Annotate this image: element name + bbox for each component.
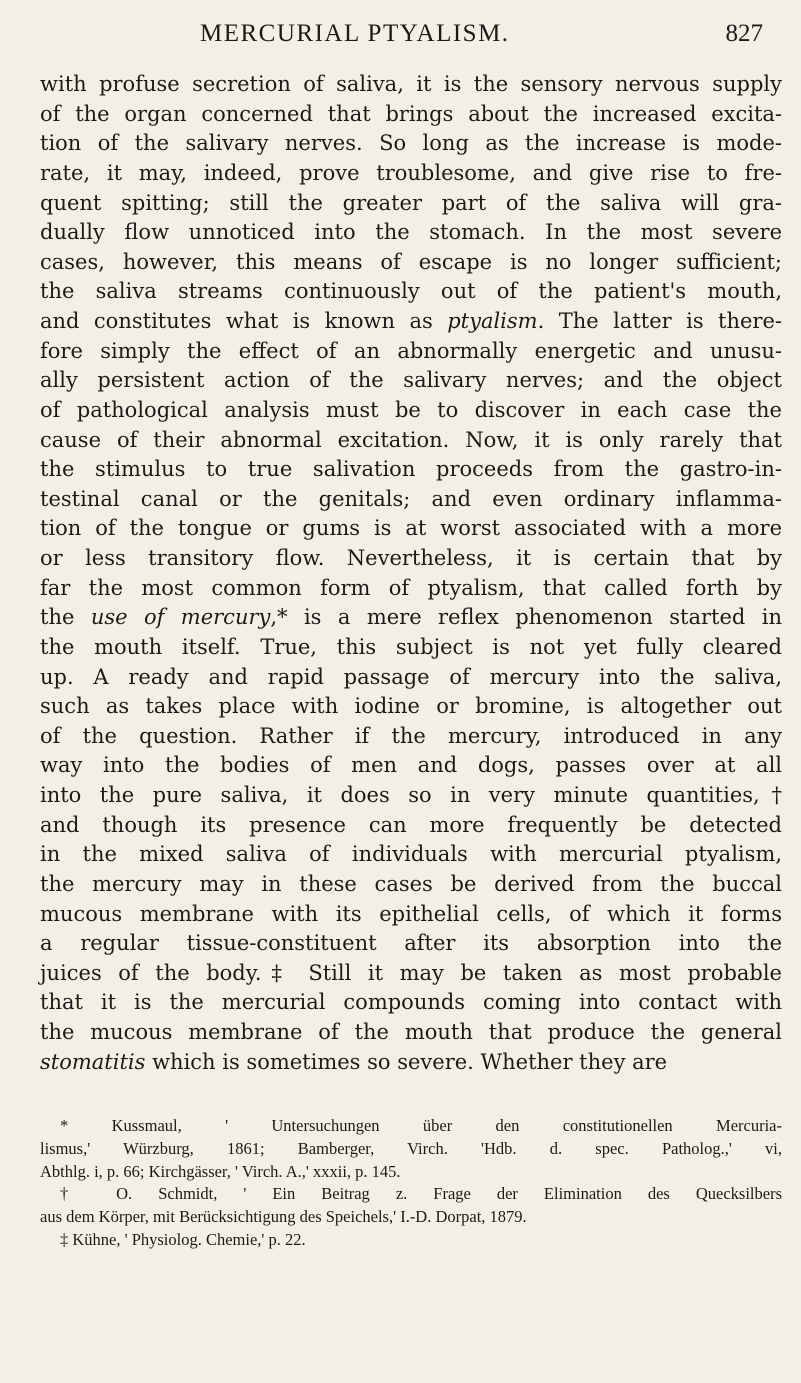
text-line: far the most common form of ptyalism, that called forth by <box>40 575 782 600</box>
text-line: cases, however, this means of escape is no longer sufficient; <box>40 249 782 274</box>
text-line: mucous membrane with its epithelial cells, of which it forms <box>40 901 782 926</box>
text-line: a regular tissue-constituent after its absorption into the <box>40 931 782 956</box>
text-line: the mercury may in these cases be derived from the buccal <box>40 871 782 896</box>
text-line: way into the bodies of men and dogs, passes over at all <box>40 753 782 778</box>
footnotes <box>40 1115 782 1252</box>
text-line: up. A ready and rapid passage of mercury into the saliva, <box>40 664 782 689</box>
body-text <box>40 70 782 1077</box>
text-line: of the question. Rather if the mercury, introduced in any <box>40 723 782 748</box>
footnote-line: † O. Schmidt, ' Ein Beitrag z. Frage der Elimination des Quecksilbers <box>60 1184 782 1204</box>
footnote-line: ‡ Kühne, ' Physiolog. Chemie,' p. 22. <box>60 1229 306 1249</box>
text-line: cause of their abnormal excitation. Now, it is only rarely that <box>40 427 782 452</box>
text-line: the mucous membrane of the mouth that produce the general <box>40 1020 782 1044</box>
text-line: or less transitory flow. Nevertheless, it is certain that by <box>40 546 782 570</box>
text-line: such as takes place with iodine or bromine, is altogether out <box>40 694 782 719</box>
running-title: MERCURIAL PTYALISM. <box>200 20 510 47</box>
footnote-line: * Kussmaul, ' Untersuchungen über den constitutionellen Mercuria- <box>60 1116 782 1135</box>
text-line: and though its presence can more frequently be detected <box>40 812 782 837</box>
text-line: testinal canal or the genitals; and even ordinary inflamma- <box>40 486 782 511</box>
footnote-line: lismus,' Würzburg, 1861; Bamberger, Virch. 'Hdb. d. spec. Patholog.,' vi, <box>40 1138 782 1158</box>
text-line: in the mixed saliva of individuals with mercurial ptyalism, <box>40 842 782 867</box>
footnote-line: aus dem Körper, mit Berücksichtigung des Speichels,' I.-D. Dorpat, 1879. <box>40 1207 527 1227</box>
text-line: quent spitting; still the greater part of the saliva will gra- <box>40 190 782 215</box>
text-line: and constitutes what is known as ptyalism. The latter is there- <box>40 309 782 333</box>
text-line: of pathological analysis must be to discover in each case the <box>40 397 782 422</box>
text-line: juices of the body.‡ Still it may be taken as most probable <box>40 960 782 985</box>
text-line: dually flow unnoticed into the stomach. In the most severe <box>40 220 782 245</box>
text-line: tion of the tongue or gums is at worst associated with a more <box>40 516 782 541</box>
text-line: the saliva streams continuously out of the patient's mouth, <box>40 279 782 304</box>
page-number: 827 <box>725 20 763 47</box>
text-line: into the pure saliva, it does so in very minute quantities,† <box>40 783 782 807</box>
text-line: the mouth itself. True, this subject is not yet fully cleared <box>40 634 782 659</box>
text-line: fore simply the effect of an abnormally energetic and unusu- <box>40 338 782 363</box>
text-line: the use of mercury,* is a mere reflex phenomenon started in <box>40 605 782 630</box>
text-line: ally persistent action of the salivary nerves; and the object <box>40 368 782 393</box>
text-line: the stimulus to true salivation proceeds from the gastro-in- <box>40 457 782 482</box>
text-line: of the organ concerned that brings about the increased excita- <box>40 101 782 126</box>
text-line: with profuse secretion of saliva, it is the sensory nervous supply <box>40 72 782 96</box>
text-line: that it is the mercurial compounds coming into contact with <box>40 990 782 1015</box>
running-head <box>0 18 801 66</box>
footnote-line: Abthlg. i, p. 66; Kirchgässer, ' Virch. A.,' xxxii, p. 145. <box>40 1161 401 1181</box>
text-line: tion of the salivary nerves. So long as the increase is mode- <box>40 131 782 156</box>
text-line: stomatitis which is sometimes so severe. Whether they are <box>40 1049 668 1074</box>
text-line: rate, it may, indeed, prove troublesome, and give rise to fre- <box>40 160 782 185</box>
